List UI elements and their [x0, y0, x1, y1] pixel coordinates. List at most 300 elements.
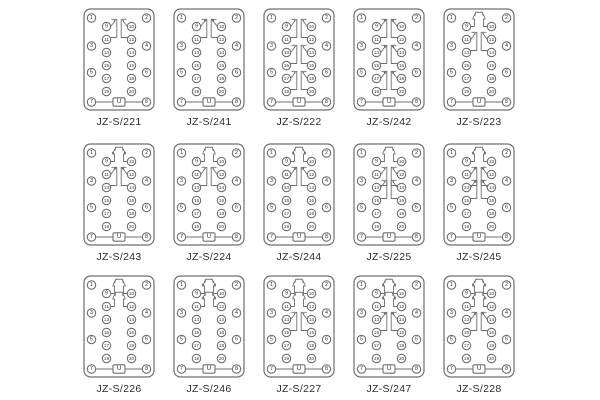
- terminal-7: [357, 233, 365, 241]
- terminal-18: [397, 341, 405, 349]
- terminal-18: [217, 341, 225, 349]
- relay-card-jz-s-221: [83, 8, 155, 111]
- terminal-6: [412, 68, 420, 76]
- terminal-3: [267, 177, 275, 185]
- terminal-1: [267, 281, 275, 289]
- svg-text:2: 2: [505, 150, 508, 157]
- contact-symbols: [200, 19, 218, 37]
- terminal-18: [487, 74, 495, 82]
- svg-text:16: 16: [218, 63, 225, 69]
- relay-diagram: [173, 8, 245, 111]
- terminal-18: [397, 74, 405, 82]
- terminal-4: [412, 177, 420, 185]
- svg-text:6: 6: [145, 336, 148, 343]
- terminal-5: [87, 335, 95, 343]
- terminal-18: [307, 209, 315, 217]
- svg-text:9: 9: [285, 290, 288, 297]
- svg-text:9: 9: [465, 158, 468, 165]
- svg-text:1: 1: [270, 282, 273, 289]
- terminal-12: [487, 170, 495, 178]
- svg-text:14: 14: [128, 50, 135, 56]
- terminal-20: [127, 222, 135, 230]
- terminal-14: [127, 315, 135, 323]
- terminal-17: [462, 209, 470, 217]
- svg-text:15: 15: [463, 63, 470, 69]
- svg-text:2: 2: [145, 282, 148, 289]
- terminal-11: [372, 302, 380, 310]
- svg-text:8: 8: [235, 99, 238, 106]
- terminal-5: [267, 68, 275, 76]
- svg-text:U: U: [296, 366, 302, 373]
- svg-text:5: 5: [270, 69, 273, 76]
- terminal-13: [282, 48, 290, 56]
- svg-text:16: 16: [398, 63, 405, 69]
- svg-text:4: 4: [325, 43, 328, 50]
- svg-text:17: 17: [103, 343, 110, 349]
- relay-label: JZ-S/247: [366, 383, 412, 395]
- terminal-9: [372, 22, 380, 30]
- contact-symbols: [470, 12, 488, 50]
- svg-text:18: 18: [218, 76, 225, 82]
- terminal-16: [397, 61, 405, 69]
- contact-symbols: [380, 147, 398, 198]
- svg-text:6: 6: [415, 69, 418, 76]
- u-terminal: [186, 365, 233, 373]
- svg-text:17: 17: [463, 76, 470, 82]
- terminal-18: [217, 209, 225, 217]
- svg-text:12: 12: [398, 172, 405, 178]
- svg-text:14: 14: [398, 50, 405, 56]
- svg-text:15: 15: [463, 330, 470, 336]
- svg-text:U: U: [296, 99, 302, 106]
- terminal-17: [372, 341, 380, 349]
- svg-text:6: 6: [325, 69, 328, 76]
- svg-text:14: 14: [308, 50, 315, 56]
- terminal-9: [102, 289, 110, 297]
- u-terminal: [96, 98, 143, 106]
- svg-text:8: 8: [415, 99, 418, 106]
- contact-symbols: [201, 279, 218, 306]
- svg-text:15: 15: [193, 330, 200, 336]
- svg-text:10: 10: [128, 159, 135, 165]
- svg-text:13: 13: [103, 185, 110, 191]
- svg-text:3: 3: [360, 43, 363, 50]
- terminal-12: [307, 170, 315, 178]
- u-terminal: [276, 233, 323, 241]
- svg-text:1: 1: [90, 15, 93, 22]
- terminal-15: [192, 61, 200, 69]
- svg-text:20: 20: [218, 224, 225, 230]
- svg-text:4: 4: [505, 43, 508, 50]
- svg-text:12: 12: [218, 37, 225, 43]
- terminal-14: [307, 183, 315, 191]
- terminal-12: [397, 35, 405, 43]
- terminal-6: [142, 335, 150, 343]
- svg-text:2: 2: [145, 15, 148, 22]
- terminal-16: [397, 196, 405, 204]
- contact-symbols: [290, 19, 308, 89]
- svg-text:U: U: [476, 99, 482, 106]
- svg-text:18: 18: [128, 343, 135, 349]
- svg-text:17: 17: [193, 211, 200, 217]
- terminal-1: [177, 149, 185, 157]
- u-terminal: [456, 98, 503, 106]
- relay-card-jz-s-223: [443, 8, 515, 111]
- svg-text:13: 13: [193, 185, 200, 191]
- relay-case-outline: [174, 276, 244, 377]
- terminal-3: [87, 177, 95, 185]
- svg-text:17: 17: [373, 76, 380, 82]
- u-terminal: [186, 98, 233, 106]
- svg-text:10: 10: [488, 24, 495, 30]
- relay-diagram: [263, 8, 335, 111]
- terminal-16: [217, 328, 225, 336]
- terminal-13: [102, 48, 110, 56]
- terminal-4: [142, 177, 150, 185]
- terminal-9: [192, 157, 200, 165]
- terminal-3: [447, 42, 455, 50]
- terminal-13: [462, 183, 470, 191]
- svg-text:13: 13: [373, 50, 380, 56]
- terminal-7: [357, 98, 365, 106]
- terminal-9: [372, 157, 380, 165]
- svg-text:7: 7: [360, 234, 363, 241]
- svg-text:14: 14: [308, 185, 315, 191]
- svg-text:12: 12: [218, 304, 225, 310]
- relay-card-jz-s-247: [353, 275, 425, 378]
- svg-text:2: 2: [415, 15, 418, 22]
- terminal-2: [322, 149, 330, 157]
- svg-text:11: 11: [104, 172, 109, 178]
- svg-text:9: 9: [465, 23, 468, 30]
- terminal-20: [217, 222, 225, 230]
- terminal-15: [372, 61, 380, 69]
- relay-diagram: [443, 8, 515, 111]
- terminal-4: [322, 42, 330, 50]
- svg-text:1: 1: [180, 150, 183, 157]
- relay-label: JZ-S/221: [96, 116, 142, 128]
- terminal-7: [267, 98, 275, 106]
- svg-text:20: 20: [308, 89, 315, 95]
- svg-text:2: 2: [325, 282, 328, 289]
- svg-text:20: 20: [308, 224, 315, 230]
- terminal-19: [372, 354, 380, 362]
- svg-text:8: 8: [235, 366, 238, 373]
- terminal-5: [267, 335, 275, 343]
- relay-card-jz-s-246: [173, 275, 245, 378]
- svg-text:5: 5: [360, 69, 363, 76]
- svg-text:9: 9: [195, 23, 198, 30]
- terminal-3: [87, 42, 95, 50]
- svg-text:2: 2: [505, 282, 508, 289]
- svg-text:19: 19: [283, 356, 290, 362]
- terminal-5: [447, 68, 455, 76]
- terminal-9: [282, 289, 290, 297]
- svg-text:19: 19: [373, 356, 380, 362]
- svg-text:7: 7: [270, 366, 273, 373]
- terminal-4: [232, 42, 240, 50]
- terminal-16: [307, 61, 315, 69]
- terminal-13: [372, 48, 380, 56]
- relay-label: JZ-S/224: [186, 251, 232, 263]
- svg-text:18: 18: [218, 343, 225, 349]
- terminal-1: [267, 14, 275, 22]
- terminal-11: [192, 35, 200, 43]
- svg-text:16: 16: [308, 198, 315, 204]
- terminal-2: [502, 281, 510, 289]
- svg-text:20: 20: [488, 89, 495, 95]
- terminal-19: [372, 87, 380, 95]
- terminal-8: [502, 233, 510, 241]
- relay-label: JZ-S/223: [456, 116, 502, 128]
- svg-text:19: 19: [463, 356, 470, 362]
- svg-text:7: 7: [450, 366, 453, 373]
- terminal-1: [87, 149, 95, 157]
- relay-label: JZ-S/245: [456, 251, 502, 263]
- svg-text:15: 15: [103, 330, 110, 336]
- terminal-6: [142, 68, 150, 76]
- terminal-7: [357, 365, 365, 373]
- svg-text:1: 1: [270, 150, 273, 157]
- terminal-16: [487, 61, 495, 69]
- svg-text:15: 15: [103, 198, 110, 204]
- svg-text:13: 13: [283, 185, 290, 191]
- terminal-12: [397, 170, 405, 178]
- svg-text:4: 4: [235, 43, 238, 50]
- terminal-6: [502, 68, 510, 76]
- terminal-14: [127, 183, 135, 191]
- svg-text:17: 17: [103, 76, 110, 82]
- svg-text:14: 14: [128, 317, 135, 323]
- svg-text:9: 9: [285, 23, 288, 30]
- svg-text:8: 8: [415, 366, 418, 373]
- relay-case-outline: [354, 276, 424, 377]
- svg-text:8: 8: [505, 234, 508, 241]
- terminal-11: [192, 170, 200, 178]
- terminal-3: [447, 177, 455, 185]
- svg-text:3: 3: [450, 43, 453, 50]
- terminal-4: [322, 177, 330, 185]
- terminal-4: [232, 309, 240, 317]
- svg-text:5: 5: [360, 336, 363, 343]
- svg-text:18: 18: [398, 76, 405, 82]
- svg-text:4: 4: [145, 43, 148, 50]
- terminal-5: [357, 203, 365, 211]
- terminal-18: [127, 74, 135, 82]
- terminal-9: [462, 289, 470, 297]
- terminal-16: [487, 196, 495, 204]
- svg-text:18: 18: [128, 76, 135, 82]
- svg-text:6: 6: [145, 69, 148, 76]
- relay-case-outline: [444, 9, 514, 110]
- terminal-3: [357, 177, 365, 185]
- terminal-8: [142, 233, 150, 241]
- svg-text:6: 6: [325, 204, 328, 211]
- relay-case-outline: [264, 276, 334, 377]
- svg-text:4: 4: [415, 178, 418, 185]
- terminal-15: [282, 196, 290, 204]
- svg-text:5: 5: [450, 336, 453, 343]
- terminal-17: [192, 209, 200, 217]
- terminal-11: [282, 302, 290, 310]
- svg-text:11: 11: [464, 172, 469, 178]
- svg-text:12: 12: [128, 37, 135, 43]
- svg-text:6: 6: [415, 336, 418, 343]
- terminal-1: [357, 14, 365, 22]
- svg-text:12: 12: [308, 172, 315, 178]
- svg-text:5: 5: [180, 69, 183, 76]
- terminal-7: [447, 365, 455, 373]
- relay-case-outline: [444, 144, 514, 245]
- terminal-8: [412, 98, 420, 106]
- svg-text:12: 12: [488, 37, 495, 43]
- terminal-13: [462, 48, 470, 56]
- svg-text:U: U: [206, 366, 212, 373]
- u-terminal: [366, 233, 413, 241]
- contact-symbols: [380, 19, 398, 89]
- svg-text:8: 8: [145, 366, 148, 373]
- terminal-7: [177, 233, 185, 241]
- terminal-4: [412, 309, 420, 317]
- svg-text:4: 4: [145, 310, 148, 317]
- svg-text:6: 6: [505, 336, 508, 343]
- u-terminal: [96, 365, 143, 373]
- svg-text:7: 7: [360, 99, 363, 106]
- svg-text:6: 6: [325, 336, 328, 343]
- terminal-19: [372, 222, 380, 230]
- svg-text:20: 20: [128, 224, 135, 230]
- svg-text:3: 3: [450, 310, 453, 317]
- terminal-20: [307, 87, 315, 95]
- terminal-20: [397, 222, 405, 230]
- relay-label: JZ-S/241: [186, 116, 232, 128]
- terminal-8: [322, 365, 330, 373]
- svg-text:7: 7: [270, 99, 273, 106]
- terminal-16: [127, 61, 135, 69]
- svg-text:20: 20: [398, 89, 405, 95]
- svg-text:U: U: [116, 99, 122, 106]
- svg-text:13: 13: [283, 317, 290, 323]
- svg-text:16: 16: [128, 330, 135, 336]
- terminal-4: [232, 177, 240, 185]
- relay-card-jz-s-226: [83, 275, 155, 378]
- terminal-5: [447, 203, 455, 211]
- svg-text:1: 1: [450, 15, 453, 22]
- svg-text:19: 19: [463, 89, 470, 95]
- svg-text:19: 19: [103, 89, 110, 95]
- terminal-7: [87, 365, 95, 373]
- svg-text:18: 18: [488, 76, 495, 82]
- svg-text:18: 18: [488, 211, 495, 217]
- svg-text:15: 15: [193, 198, 200, 204]
- svg-text:11: 11: [374, 37, 379, 43]
- terminal-7: [177, 98, 185, 106]
- u-terminal: [276, 365, 323, 373]
- relay-card-jz-s-227: [263, 275, 335, 378]
- svg-text:17: 17: [193, 343, 200, 349]
- relay-diagram: [353, 275, 425, 378]
- terminal-1: [357, 281, 365, 289]
- svg-text:16: 16: [308, 63, 315, 69]
- svg-text:19: 19: [283, 224, 290, 230]
- svg-text:8: 8: [235, 234, 238, 241]
- svg-text:17: 17: [283, 343, 290, 349]
- terminal-8: [142, 98, 150, 106]
- svg-text:11: 11: [194, 172, 199, 178]
- terminal-13: [192, 48, 200, 56]
- terminal-9: [462, 157, 470, 165]
- terminal-14: [487, 315, 495, 323]
- terminal-2: [412, 281, 420, 289]
- u-terminal: [366, 98, 413, 106]
- contact-symbols: [290, 279, 308, 330]
- svg-text:19: 19: [373, 89, 380, 95]
- terminal-12: [487, 35, 495, 43]
- svg-text:15: 15: [373, 63, 380, 69]
- terminal-7: [87, 233, 95, 241]
- terminal-11: [282, 170, 290, 178]
- svg-text:11: 11: [194, 304, 199, 310]
- svg-text:1: 1: [270, 15, 273, 22]
- svg-text:18: 18: [128, 211, 135, 217]
- terminal-17: [462, 74, 470, 82]
- terminal-18: [307, 341, 315, 349]
- terminal-17: [462, 341, 470, 349]
- terminal-10: [307, 289, 315, 297]
- terminal-20: [217, 354, 225, 362]
- terminal-6: [232, 68, 240, 76]
- terminal-1: [447, 14, 455, 22]
- svg-text:3: 3: [360, 310, 363, 317]
- svg-text:11: 11: [104, 37, 109, 43]
- svg-text:10: 10: [398, 291, 405, 297]
- svg-text:16: 16: [488, 330, 495, 336]
- contact-symbols: [111, 279, 128, 306]
- svg-text:18: 18: [398, 343, 405, 349]
- svg-text:4: 4: [505, 178, 508, 185]
- terminal-19: [102, 87, 110, 95]
- terminal-6: [142, 203, 150, 211]
- terminal-15: [102, 61, 110, 69]
- terminal-8: [142, 365, 150, 373]
- terminal-8: [502, 98, 510, 106]
- terminal-4: [502, 309, 510, 317]
- terminal-12: [487, 302, 495, 310]
- svg-text:14: 14: [218, 317, 225, 323]
- terminal-2: [322, 14, 330, 22]
- svg-text:9: 9: [195, 290, 198, 297]
- svg-text:10: 10: [488, 159, 495, 165]
- svg-text:18: 18: [218, 211, 225, 217]
- terminal-11: [462, 302, 470, 310]
- u-terminal: [186, 233, 233, 241]
- terminal-11: [102, 35, 110, 43]
- terminal-9: [462, 22, 470, 30]
- terminal-15: [462, 61, 470, 69]
- contact-symbols: [380, 279, 398, 330]
- svg-text:16: 16: [488, 198, 495, 204]
- relay-case-outline: [174, 9, 244, 110]
- svg-text:14: 14: [218, 185, 225, 191]
- svg-text:10: 10: [308, 24, 315, 30]
- terminal-14: [397, 48, 405, 56]
- relay-diagram: [173, 143, 245, 246]
- terminal-2: [142, 281, 150, 289]
- svg-text:3: 3: [90, 43, 93, 50]
- terminal-12: [307, 302, 315, 310]
- svg-text:7: 7: [360, 366, 363, 373]
- svg-text:12: 12: [398, 37, 405, 43]
